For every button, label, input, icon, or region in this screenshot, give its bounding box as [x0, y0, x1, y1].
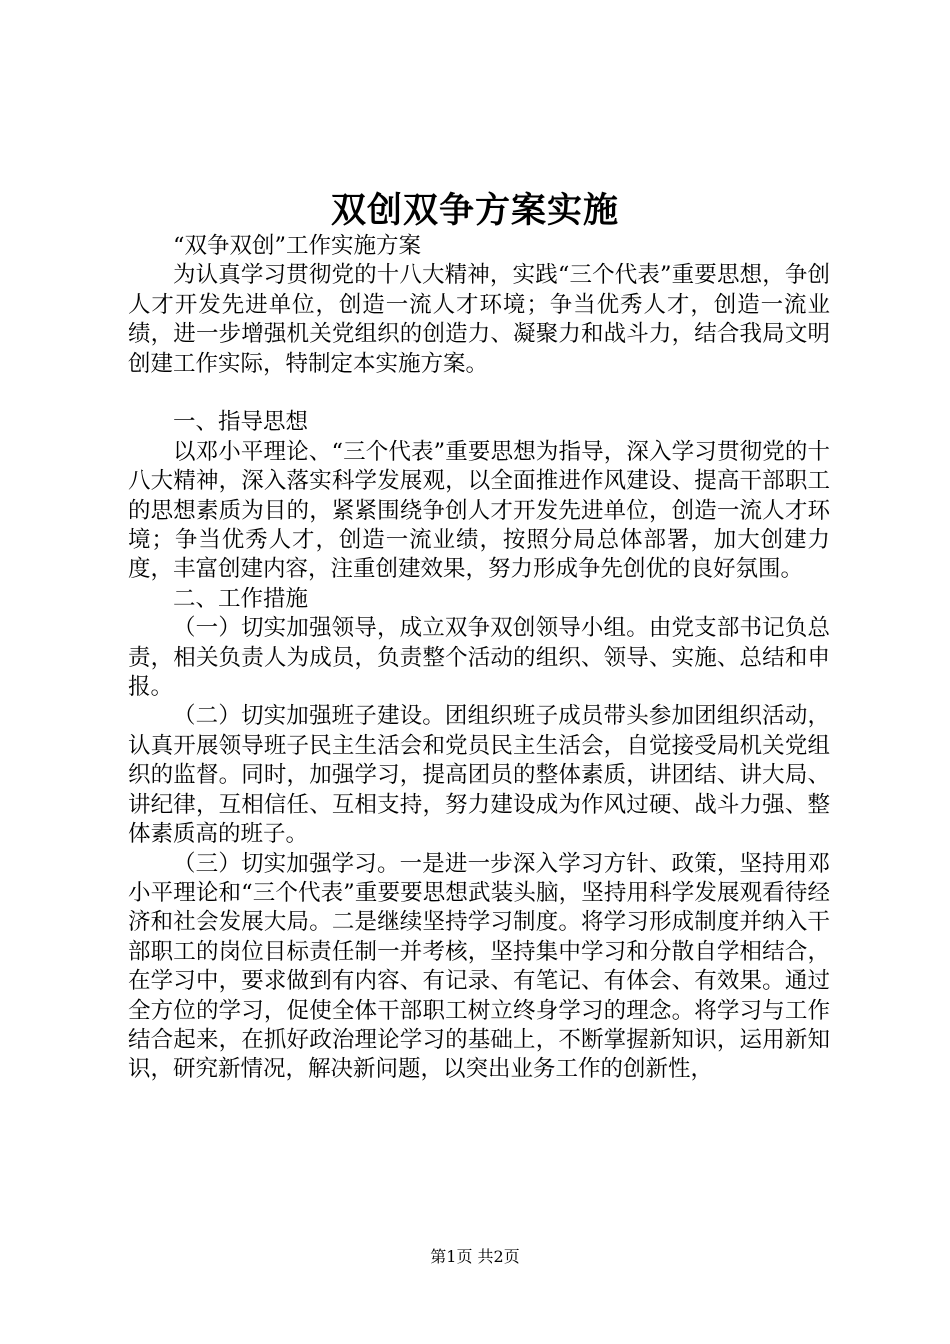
- section-heading-work-measures: 二、工作措施: [173, 585, 309, 612]
- measure-3-paragraph: （三）切实加强学习。一是进一步深入学习方针、政策，坚持用邓小平理论和“三个代表”重要要思想武装头脑，坚持用科学发展观看待经济和社会发展大局。二是继续坚持学习制度。将学习形成制度并纳入干部职工的岗位目标责任制一并考核，坚持集中学习和分散自学相结合，在学习中，要求做到有内容、有记录、有笔记、有体会、有效果。通过全方位的学习，促使全体干部职工树立终身学习的理念。将学习与工作结合起来，在抓好政治理论学习的基础上，不断掌握新知识，运用新知识，研究新情况，解决新问题，以突出业务工作的创新性，: [128, 850, 830, 1083]
- intro-paragraph: 为认真学习贯彻党的十八大精神，实践“三个代表”重要思想，争创人才开发先进单位，创造一流人才环境；争当优秀人才，创造一流业绩，进一步增强机关党组织的创造力、凝聚力和战斗力，结合我局文明创建工作实际，特制定本实施方案。: [128, 262, 830, 377]
- document-body: [128, 232, 830, 1085]
- guiding-ideology-paragraph: 以邓小平理论、“三个代表”重要思想为指导，深入学习贯彻党的十八大精神，深入落实科学发展观，以全面推进作风建设、提高干部职工的思想素质为目的，紧紧围绕争创人才开发先进单位，创造一流人才环境；争当优秀人才，创造一流业绩，按照分局总体部署，加大创建力度，丰富创建内容，注重创建效果，努力形成争先创优的良好氛围。: [128, 438, 830, 583]
- section-heading-guiding-ideology: 一、指导思想: [173, 409, 309, 436]
- page-number-footer: 第1页 共2页: [430, 1247, 520, 1266]
- subtitle-paragraph: “双争双创”工作实施方案: [173, 233, 422, 259]
- document-title: 双创双争方案实施: [330, 190, 619, 231]
- measure-1-paragraph: （一）切实加强领导，成立双争双创领导小组。由党支部书记负总责，相关负责人为成员，负责整个活动的组织、领导、实施、总结和申报。: [128, 615, 830, 701]
- measure-2-paragraph: （二）切实加强班子建设。团组织班子成员带头参加团组织活动，认真开展领导班子民主生活会和党员民主生活会，自觉接受局机关党组织的监督。同时，加强学习，提高团员的整体素质，讲团结、讲大局、讲纪律，互相信任、互相支持，努力建设成为作风过硬、战斗力强、整体素质高的班子。: [128, 703, 830, 848]
